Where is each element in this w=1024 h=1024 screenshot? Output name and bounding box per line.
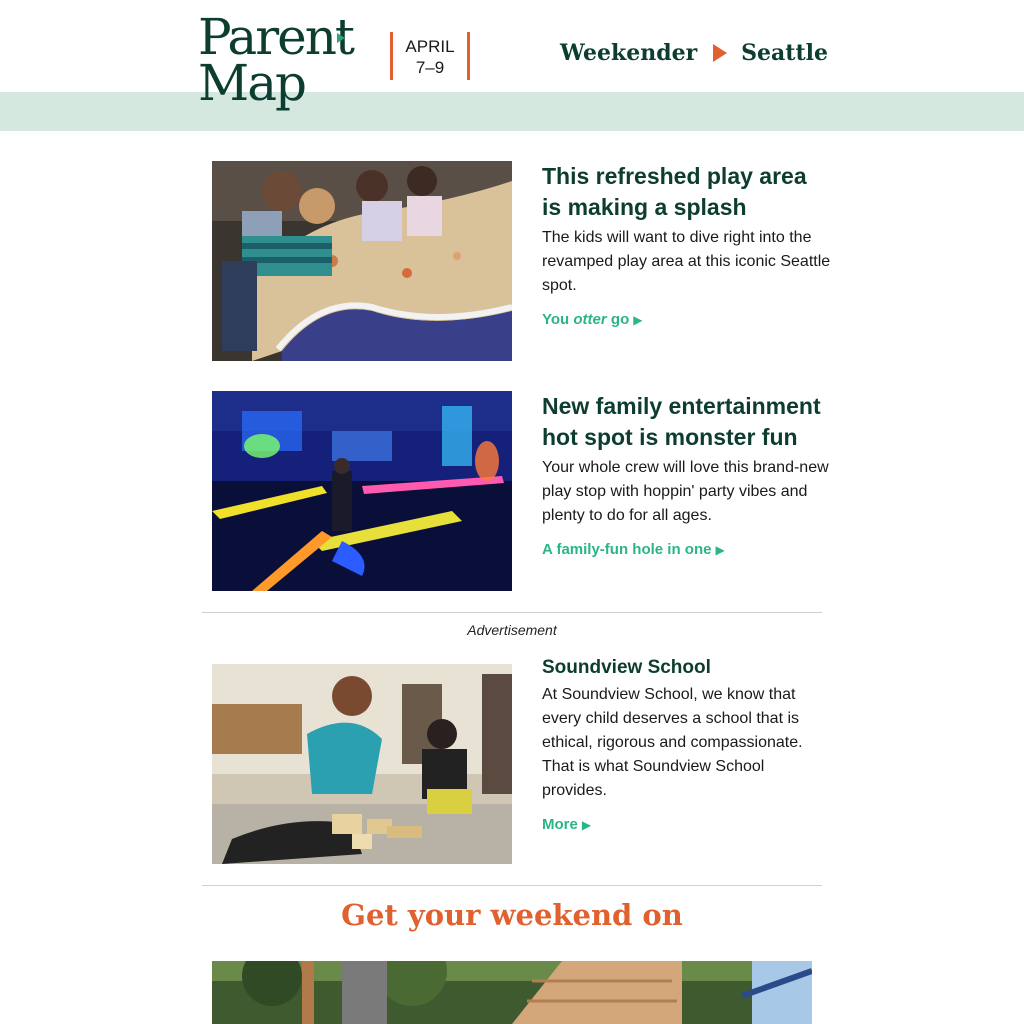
email-header	[0, 0, 1024, 92]
story-blurb: Your whole crew will love this brand-new play stop with hoppin' party vibes and plenty to do for all ages.	[542, 459, 829, 524]
edition-title	[560, 40, 828, 66]
play-arrow-icon	[713, 44, 727, 62]
story-text	[542, 161, 832, 330]
story-cta-link[interactable]	[542, 540, 725, 560]
feature-image-playground[interactable]	[212, 961, 812, 1024]
logo-play-icon	[337, 33, 345, 43]
play-arrow-icon: ▶	[581, 818, 592, 832]
story-image-blacklight-golf[interactable]	[212, 391, 512, 591]
issue-month: APRIL	[405, 37, 455, 56]
play-arrow-icon: ▶	[715, 543, 725, 557]
parentmap-logo[interactable]	[198, 8, 353, 112]
cta-text: More	[542, 816, 578, 833]
advertisement-label: Advertisement	[467, 622, 557, 638]
section-divider	[202, 612, 822, 613]
story-blurb: The kids will want to dive right into the revamped play area at this iconic Seattle spot.	[542, 229, 831, 294]
ad-more-link[interactable]	[542, 815, 591, 835]
play-arrow-icon: ▶	[633, 313, 643, 327]
logo-word-parent: Parent	[198, 8, 353, 66]
ad-image-school[interactable]	[212, 664, 512, 864]
cta-text-end: go	[606, 311, 630, 328]
ad-text	[542, 656, 832, 835]
story-headline[interactable]: This refreshed play area is making a splash	[542, 163, 807, 220]
story-cta-link[interactable]	[542, 310, 642, 330]
issue-date	[390, 32, 470, 80]
issue-days: 7–9	[415, 58, 445, 77]
cta-text-em: otter	[573, 311, 607, 328]
section-divider	[202, 885, 822, 886]
edition-city: Seattle	[741, 40, 828, 66]
cta-text: A family-fun hole in one	[542, 541, 712, 558]
edition-name: Weekender	[560, 40, 698, 66]
section-heading: Get your weekend on	[341, 898, 683, 932]
ad-blurb: At Soundview School, we know that every child deserves a school that is ethical, rigorous and compassionate. That is what Soundview School provides.	[542, 686, 803, 799]
header-band	[0, 92, 1024, 131]
logo-word-map: Map	[198, 54, 306, 112]
story-text	[542, 391, 832, 560]
cta-text-start: You	[542, 311, 574, 328]
story-image-play-area[interactable]	[212, 161, 512, 361]
ad-headline[interactable]: Soundview School	[542, 657, 711, 678]
story-headline[interactable]: New family entertainment hot spot is monster fun	[542, 393, 821, 450]
